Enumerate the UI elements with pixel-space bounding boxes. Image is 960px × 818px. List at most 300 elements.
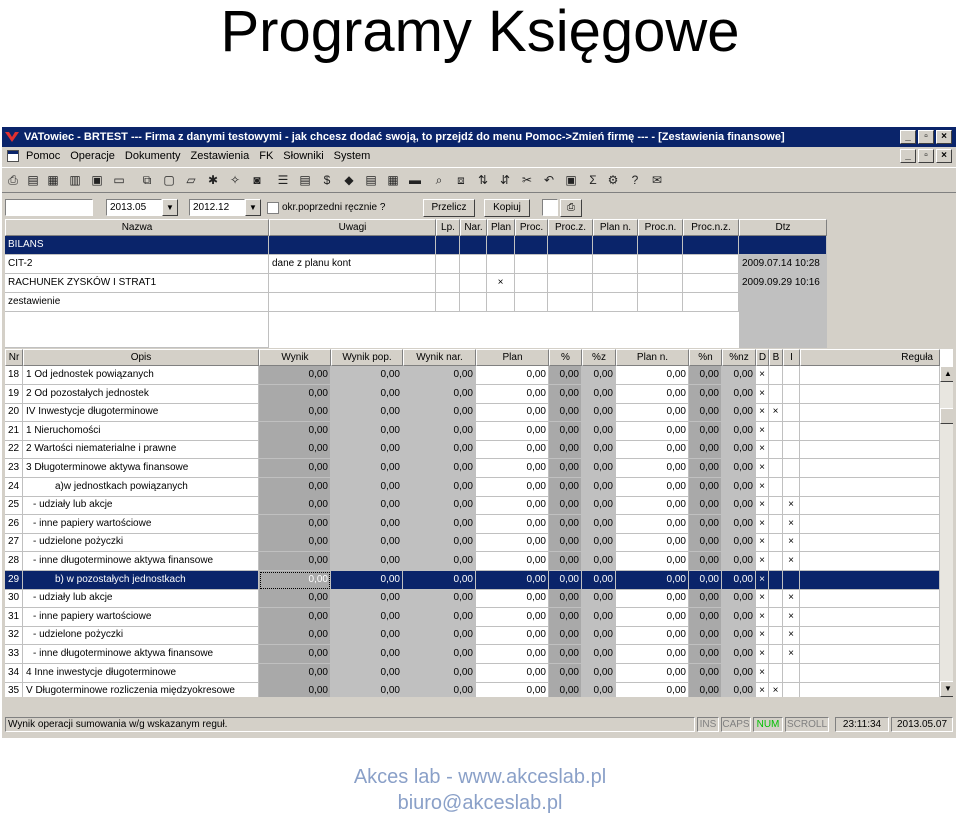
- menu-bar: [2, 147, 956, 166]
- item-i: ×: [783, 589, 800, 608]
- item-wynik-nar: 0,00: [403, 608, 476, 627]
- item-wynik-pop: 0,00: [331, 515, 403, 534]
- item-pctnz: 0,00: [722, 422, 756, 441]
- item-i: [783, 664, 800, 683]
- item-i: [783, 571, 800, 590]
- col-d[interactable]: D: [756, 349, 769, 366]
- statement-dtz: 2009.09.29 10:16: [739, 274, 827, 293]
- item-pctnz: 0,00: [722, 608, 756, 627]
- statement-note: dane z planu kont: [269, 255, 436, 274]
- item-wynik-nar: 0,00: [403, 589, 476, 608]
- item-wynik-nar: 0,00: [403, 571, 476, 590]
- ins-indicator: INS: [697, 717, 719, 732]
- item-regula: [800, 366, 940, 385]
- footer-website: Akces lab - www.akceslab.pl: [353, 766, 607, 788]
- statement-row[interactable]: [5, 236, 827, 255]
- item-row[interactable]: [5, 608, 953, 627]
- table-icon[interactable]: ▤: [299, 173, 311, 187]
- item-pctz: 0,00: [582, 682, 616, 697]
- item-plan: 0,00: [476, 478, 549, 497]
- menu-dokumenty[interactable]: Dokumenty: [124, 150, 181, 162]
- col-wynik-nar[interactable]: Wynik nar.: [403, 349, 476, 366]
- toolbar: [2, 167, 956, 193]
- item-plan-n: 0,00: [616, 533, 689, 552]
- item-i: ×: [783, 496, 800, 515]
- item-opis: - udzielone pożyczki: [23, 626, 259, 645]
- item-regula: [800, 496, 940, 515]
- money-icon[interactable]: $: [323, 173, 331, 187]
- item-pctnz: 0,00: [722, 366, 756, 385]
- item-pctn: 0,00: [689, 608, 722, 627]
- item-opis: - inne długoterminowe aktywa finansowe: [23, 552, 259, 571]
- item-pct: 0,00: [549, 478, 582, 497]
- item-row[interactable]: [5, 515, 953, 534]
- settings-icon[interactable]: ⚙: [607, 173, 619, 187]
- item-opis: 2 Wartości niematerialne i prawne: [23, 440, 259, 459]
- item-d: ×: [756, 533, 769, 552]
- col-nr[interactable]: Nr: [5, 349, 23, 366]
- status-date: 2013.05.07: [891, 717, 953, 732]
- statement-dtz: 2009.07.14 10:28: [739, 255, 827, 274]
- item-regula: [800, 385, 940, 404]
- statement-row[interactable]: [5, 255, 827, 274]
- item-row[interactable]: [5, 533, 953, 552]
- item-nr: 19: [5, 385, 23, 404]
- window-title-bar: [2, 127, 956, 147]
- grid-icon[interactable]: ▦: [47, 173, 59, 187]
- item-pctnz: 0,00: [722, 515, 756, 534]
- menu-pomoc[interactable]: Pomoc: [26, 150, 61, 162]
- item-wynik-pop: 0,00: [331, 664, 403, 683]
- scroll-down-button[interactable]: ▼: [940, 681, 953, 697]
- item-pctz: 0,00: [582, 478, 616, 497]
- item-opis: 4 Inne inwestycje długoterminowe: [23, 664, 259, 683]
- item-plan: 0,00: [476, 664, 549, 683]
- item-plan-n: 0,00: [616, 366, 689, 385]
- minimize-button[interactable]: _: [900, 130, 916, 144]
- close-button[interactable]: ×: [936, 130, 952, 144]
- app-window: [2, 127, 956, 738]
- status-bar: [2, 714, 956, 734]
- item-nr: 32: [5, 626, 23, 645]
- col-wynik-pop[interactable]: Wynik pop.: [331, 349, 403, 366]
- statement-procnz: [683, 293, 739, 312]
- statement-plann: [593, 236, 638, 255]
- item-pctz: 0,00: [582, 664, 616, 683]
- col-proc[interactable]: Proc.: [515, 219, 548, 236]
- menu-fk[interactable]: FK: [259, 150, 274, 162]
- col-pctnz[interactable]: %nz: [722, 349, 756, 366]
- item-i: [783, 440, 800, 459]
- statement-nar: [460, 255, 487, 274]
- item-row[interactable]: [5, 366, 953, 385]
- item-nr: 34: [5, 664, 23, 683]
- sum-icon[interactable]: Σ: [589, 173, 597, 187]
- statement-nar: [460, 293, 487, 312]
- statement-note: [269, 274, 436, 293]
- item-nr: 30: [5, 589, 23, 608]
- item-i: [783, 366, 800, 385]
- col-dtz[interactable]: Dtz: [739, 219, 827, 236]
- item-d: ×: [756, 440, 769, 459]
- item-pctn: 0,00: [689, 366, 722, 385]
- item-nr: 25: [5, 496, 23, 515]
- statement-name: CIT-2: [5, 255, 269, 274]
- item-wynik: 0,00: [259, 366, 331, 385]
- folder-icon[interactable]: ▱: [186, 173, 196, 187]
- item-wynik: 0,00: [259, 626, 331, 645]
- item-plan-n: 0,00: [616, 496, 689, 515]
- num-indicator: NUM: [753, 717, 783, 732]
- item-plan: 0,00: [476, 422, 549, 441]
- item-wynik-nar: 0,00: [403, 385, 476, 404]
- item-pctn: 0,00: [689, 645, 722, 664]
- bars-icon[interactable]: ▬: [409, 173, 421, 187]
- mail-icon[interactable]: ✉: [651, 173, 663, 187]
- item-plan: 0,00: [476, 459, 549, 478]
- statement-plan: [487, 293, 515, 312]
- item-b: [769, 589, 783, 608]
- statement-procnz: [683, 255, 739, 274]
- item-row[interactable]: [5, 478, 953, 497]
- kopiuj-button[interactable]: Kopiuj: [484, 199, 530, 217]
- item-i: ×: [783, 608, 800, 627]
- mdi-close-button[interactable]: ×: [936, 149, 952, 163]
- list-icon[interactable]: ☰: [277, 173, 289, 187]
- statement-plann: [593, 274, 638, 293]
- item-row[interactable]: [5, 589, 953, 608]
- przelicz-button[interactable]: Przelicz: [423, 199, 475, 217]
- item-row[interactable]: [5, 422, 953, 441]
- col-procn[interactable]: Proc.n.: [638, 219, 683, 236]
- item-nr: 18: [5, 366, 23, 385]
- item-row[interactable]: [5, 571, 953, 590]
- item-regula: [800, 422, 940, 441]
- item-opis: 1 Nieruchomości: [23, 422, 259, 441]
- item-opis: IV Inwestycje długoterminowe: [23, 403, 259, 422]
- item-row[interactable]: [5, 682, 953, 697]
- item-opis: 1 Od jednostek powiązanych: [23, 366, 259, 385]
- item-pctnz: 0,00: [722, 589, 756, 608]
- item-pctnz: 0,00: [722, 533, 756, 552]
- search-field[interactable]: [5, 199, 93, 216]
- sort-asc-icon[interactable]: ⇅: [477, 173, 489, 187]
- period-to-select[interactable]: 2012.12: [189, 199, 245, 216]
- item-pct: 0,00: [549, 515, 582, 534]
- item-pctz: 0,00: [582, 626, 616, 645]
- item-pctz: 0,00: [582, 515, 616, 534]
- help-icon[interactable]: ?: [631, 173, 639, 187]
- item-wynik-pop: 0,00: [331, 571, 403, 590]
- item-nr: 24: [5, 478, 23, 497]
- item-pctz: 0,00: [582, 440, 616, 459]
- mdi-minimize-button[interactable]: _: [900, 149, 916, 163]
- item-pctz: 0,00: [582, 459, 616, 478]
- small-input[interactable]: [542, 199, 558, 216]
- item-wynik-pop: 0,00: [331, 478, 403, 497]
- preview-icon[interactable]: ▤: [27, 173, 39, 187]
- copy-icon[interactable]: ⧉: [142, 173, 152, 187]
- prev-period-checkbox[interactable]: [267, 202, 279, 214]
- item-regula: [800, 478, 940, 497]
- statement-lp: [436, 236, 460, 255]
- item-row[interactable]: [5, 664, 953, 683]
- statement-procz: [548, 236, 593, 255]
- note-icon[interactable]: ▤: [365, 173, 377, 187]
- menu-operacje[interactable]: Operacje: [70, 150, 115, 162]
- statement-lp: [436, 293, 460, 312]
- col-plan[interactable]: Plan: [487, 219, 515, 236]
- statement-procn: [638, 236, 683, 255]
- item-d: ×: [756, 422, 769, 441]
- statement-proc: [515, 274, 548, 293]
- item-i: ×: [783, 645, 800, 664]
- item-d: ×: [756, 664, 769, 683]
- sort-desc-icon[interactable]: ⇵: [499, 173, 511, 187]
- item-plan: 0,00: [476, 440, 549, 459]
- col-pct[interactable]: %: [549, 349, 582, 366]
- tools-icon[interactable]: ✱: [207, 173, 219, 187]
- statement-note: [269, 236, 436, 255]
- item-wynik: 0,00: [259, 608, 331, 627]
- col-uwagi[interactable]: Uwagi: [269, 219, 436, 236]
- printer-icon: ⎙: [567, 202, 575, 213]
- item-plan: 0,00: [476, 366, 549, 385]
- statement-note: [269, 293, 436, 312]
- period-to-dropdown-icon[interactable]: ▼: [245, 199, 261, 216]
- item-pctz: 0,00: [582, 403, 616, 422]
- flag-icon[interactable]: ◆: [344, 173, 354, 187]
- item-row[interactable]: [5, 403, 953, 422]
- menu-system[interactable]: System: [333, 150, 371, 162]
- item-pct: 0,00: [549, 422, 582, 441]
- col-pctz[interactable]: %z: [582, 349, 616, 366]
- item-wynik-nar: 0,00: [403, 478, 476, 497]
- item-i: ×: [783, 533, 800, 552]
- item-pctnz: 0,00: [722, 645, 756, 664]
- item-wynik: 0,00: [259, 478, 331, 497]
- maximize-button[interactable]: ▫: [918, 130, 934, 144]
- item-i: ×: [783, 515, 800, 534]
- item-b: [769, 626, 783, 645]
- calculator-icon[interactable]: ▣: [565, 173, 577, 187]
- statement-row[interactable]: [5, 293, 827, 312]
- statement-procnz: [683, 236, 739, 255]
- cut-icon[interactable]: ✂: [521, 173, 533, 187]
- item-pctz: 0,00: [582, 496, 616, 515]
- period-from-select[interactable]: 2013.05: [106, 199, 162, 216]
- item-wynik: 0,00: [259, 589, 331, 608]
- statement-procz: [548, 274, 593, 293]
- col-b[interactable]: B: [769, 349, 783, 366]
- item-wynik-pop: 0,00: [331, 403, 403, 422]
- item-plan-n: 0,00: [616, 626, 689, 645]
- col-plan[interactable]: Plan: [476, 349, 549, 366]
- item-plan: 0,00: [476, 682, 549, 697]
- item-d: ×: [756, 515, 769, 534]
- item-i: [783, 682, 800, 697]
- item-pct: 0,00: [549, 496, 582, 515]
- item-pctnz: 0,00: [722, 478, 756, 497]
- item-wynik-pop: 0,00: [331, 440, 403, 459]
- item-plan-n: 0,00: [616, 440, 689, 459]
- item-pct: 0,00: [549, 403, 582, 422]
- chart-icon[interactable]: ▥: [69, 173, 81, 187]
- item-opis: - inne długoterminowe aktywa finansowe: [23, 645, 259, 664]
- col-procz[interactable]: Proc.z.: [548, 219, 593, 236]
- item-pctn: 0,00: [689, 385, 722, 404]
- item-nr: 35: [5, 682, 23, 697]
- mdi-maximize-button[interactable]: ▫: [918, 149, 934, 163]
- item-nr: 27: [5, 533, 23, 552]
- item-row[interactable]: [5, 440, 953, 459]
- menu-slowniki[interactable]: Słowniki: [283, 150, 324, 162]
- item-b: [769, 440, 783, 459]
- col-nar[interactable]: Nar.: [460, 219, 487, 236]
- item-b: [769, 608, 783, 627]
- calc-icon[interactable]: ▣: [91, 173, 103, 187]
- item-wynik-nar: 0,00: [403, 664, 476, 683]
- item-pctnz: 0,00: [722, 496, 756, 515]
- item-opis: - inne papiery wartościowe: [23, 608, 259, 627]
- col-i[interactable]: I: [783, 349, 800, 366]
- item-opis: b) w pozostałych jednostkach: [23, 571, 259, 590]
- item-row[interactable]: [5, 385, 953, 404]
- item-plan-n: 0,00: [616, 515, 689, 534]
- item-pctn: 0,00: [689, 515, 722, 534]
- wand-icon[interactable]: ✧: [229, 173, 241, 187]
- item-wynik-nar: 0,00: [403, 496, 476, 515]
- item-row[interactable]: [5, 459, 953, 478]
- columns-icon[interactable]: ▦: [387, 173, 399, 187]
- item-regula: [800, 571, 940, 590]
- item-nr: 33: [5, 645, 23, 664]
- caps-indicator: CAPS: [722, 719, 750, 730]
- item-b: [769, 552, 783, 571]
- statement-dtz: [739, 293, 827, 312]
- period-from-dropdown-icon[interactable]: ▼: [162, 199, 178, 216]
- item-plan: 0,00: [476, 533, 549, 552]
- filter-icon[interactable]: ⧈: [457, 173, 465, 187]
- empty-area: [5, 312, 269, 348]
- item-wynik: 0,00: [259, 552, 331, 571]
- statement-lp: [436, 274, 460, 293]
- item-wynik-pop: 0,00: [331, 608, 403, 627]
- statement-proc: [515, 293, 548, 312]
- search-icon[interactable]: ⌕: [435, 173, 443, 187]
- open-icon[interactable]: ▢: [163, 173, 175, 187]
- app-logo-icon: [5, 131, 19, 143]
- col-opis[interactable]: Opis: [23, 349, 259, 366]
- item-wynik: 0,00: [259, 440, 331, 459]
- col-wynik[interactable]: Wynik: [259, 349, 331, 366]
- item-regula: [800, 459, 940, 478]
- item-pct: 0,00: [549, 385, 582, 404]
- camera-icon[interactable]: ◙: [253, 173, 261, 187]
- item-regula: [800, 533, 940, 552]
- item-pctnz: 0,00: [722, 440, 756, 459]
- item-row[interactable]: [5, 645, 953, 664]
- item-wynik: 0,00: [259, 571, 331, 590]
- print-icon[interactable]: ⎙: [8, 173, 18, 187]
- scroll-thumb[interactable]: [940, 408, 953, 424]
- item-pctnz: 0,00: [722, 626, 756, 645]
- scroll-up-button[interactable]: ▲: [940, 366, 953, 382]
- item-opis: - udziały lub akcje: [23, 589, 259, 608]
- item-pct: 0,00: [549, 626, 582, 645]
- item-plan: 0,00: [476, 626, 549, 645]
- item-i: [783, 478, 800, 497]
- item-wynik-nar: 0,00: [403, 533, 476, 552]
- status-message: Wynik operacji sumowania w/g wskazanym reguł.: [5, 717, 695, 732]
- col-procnz[interactable]: Proc.n.z.: [683, 219, 739, 236]
- item-row[interactable]: [5, 626, 953, 645]
- statement-lp: [436, 255, 460, 274]
- item-regula: [800, 626, 940, 645]
- statement-row[interactable]: [5, 274, 827, 293]
- item-plan: 0,00: [476, 403, 549, 422]
- item-plan-n: 0,00: [616, 645, 689, 664]
- item-d: ×: [756, 645, 769, 664]
- printer-button[interactable]: [560, 199, 582, 217]
- item-pct: 0,00: [549, 366, 582, 385]
- col-plann[interactable]: Plan n.: [593, 219, 638, 236]
- item-wynik-pop: 0,00: [331, 589, 403, 608]
- item-wynik-nar: 0,00: [403, 682, 476, 697]
- item-plan: 0,00: [476, 571, 549, 590]
- undo-icon[interactable]: ↶: [543, 173, 555, 187]
- item-b: [769, 496, 783, 515]
- item-d: ×: [756, 459, 769, 478]
- item-i: [783, 459, 800, 478]
- item-regula: [800, 664, 940, 683]
- child-window-icon[interactable]: [7, 150, 19, 162]
- col-regula[interactable]: Reguła: [800, 349, 940, 366]
- item-wynik: 0,00: [259, 385, 331, 404]
- statement-plann: [593, 293, 638, 312]
- col-pctn[interactable]: %n: [689, 349, 722, 366]
- item-wynik-pop: 0,00: [331, 422, 403, 441]
- item-wynik: 0,00: [259, 496, 331, 515]
- item-i: [783, 385, 800, 404]
- col-nazwa[interactable]: Nazwa: [5, 219, 269, 236]
- item-b: [769, 664, 783, 683]
- item-plan-n: 0,00: [616, 385, 689, 404]
- menu-zestawienia[interactable]: Zestawienia: [190, 150, 250, 162]
- statement-proc: [515, 255, 548, 274]
- item-wynik-nar: 0,00: [403, 366, 476, 385]
- statement-plan: [487, 236, 515, 255]
- item-pctz: 0,00: [582, 422, 616, 441]
- statement-nar: [460, 274, 487, 293]
- grid-side-pad: [827, 219, 955, 348]
- item-row[interactable]: [5, 552, 953, 571]
- item-d: ×: [756, 682, 769, 697]
- status-time: 23:11:34: [835, 717, 889, 732]
- col-plan-n[interactable]: Plan n.: [616, 349, 689, 366]
- vertical-scrollbar[interactable]: [940, 366, 953, 697]
- scroll-indicator: SCROLL: [786, 719, 827, 730]
- item-nr: 29: [5, 571, 23, 590]
- col-lp[interactable]: Lp.: [436, 219, 460, 236]
- item-regula: [800, 589, 940, 608]
- item-plan-n: 0,00: [616, 608, 689, 627]
- item-pct: 0,00: [549, 440, 582, 459]
- item-row[interactable]: [5, 496, 953, 515]
- item-nr: 26: [5, 515, 23, 534]
- doc-icon[interactable]: ▭: [113, 173, 125, 187]
- item-regula: [800, 403, 940, 422]
